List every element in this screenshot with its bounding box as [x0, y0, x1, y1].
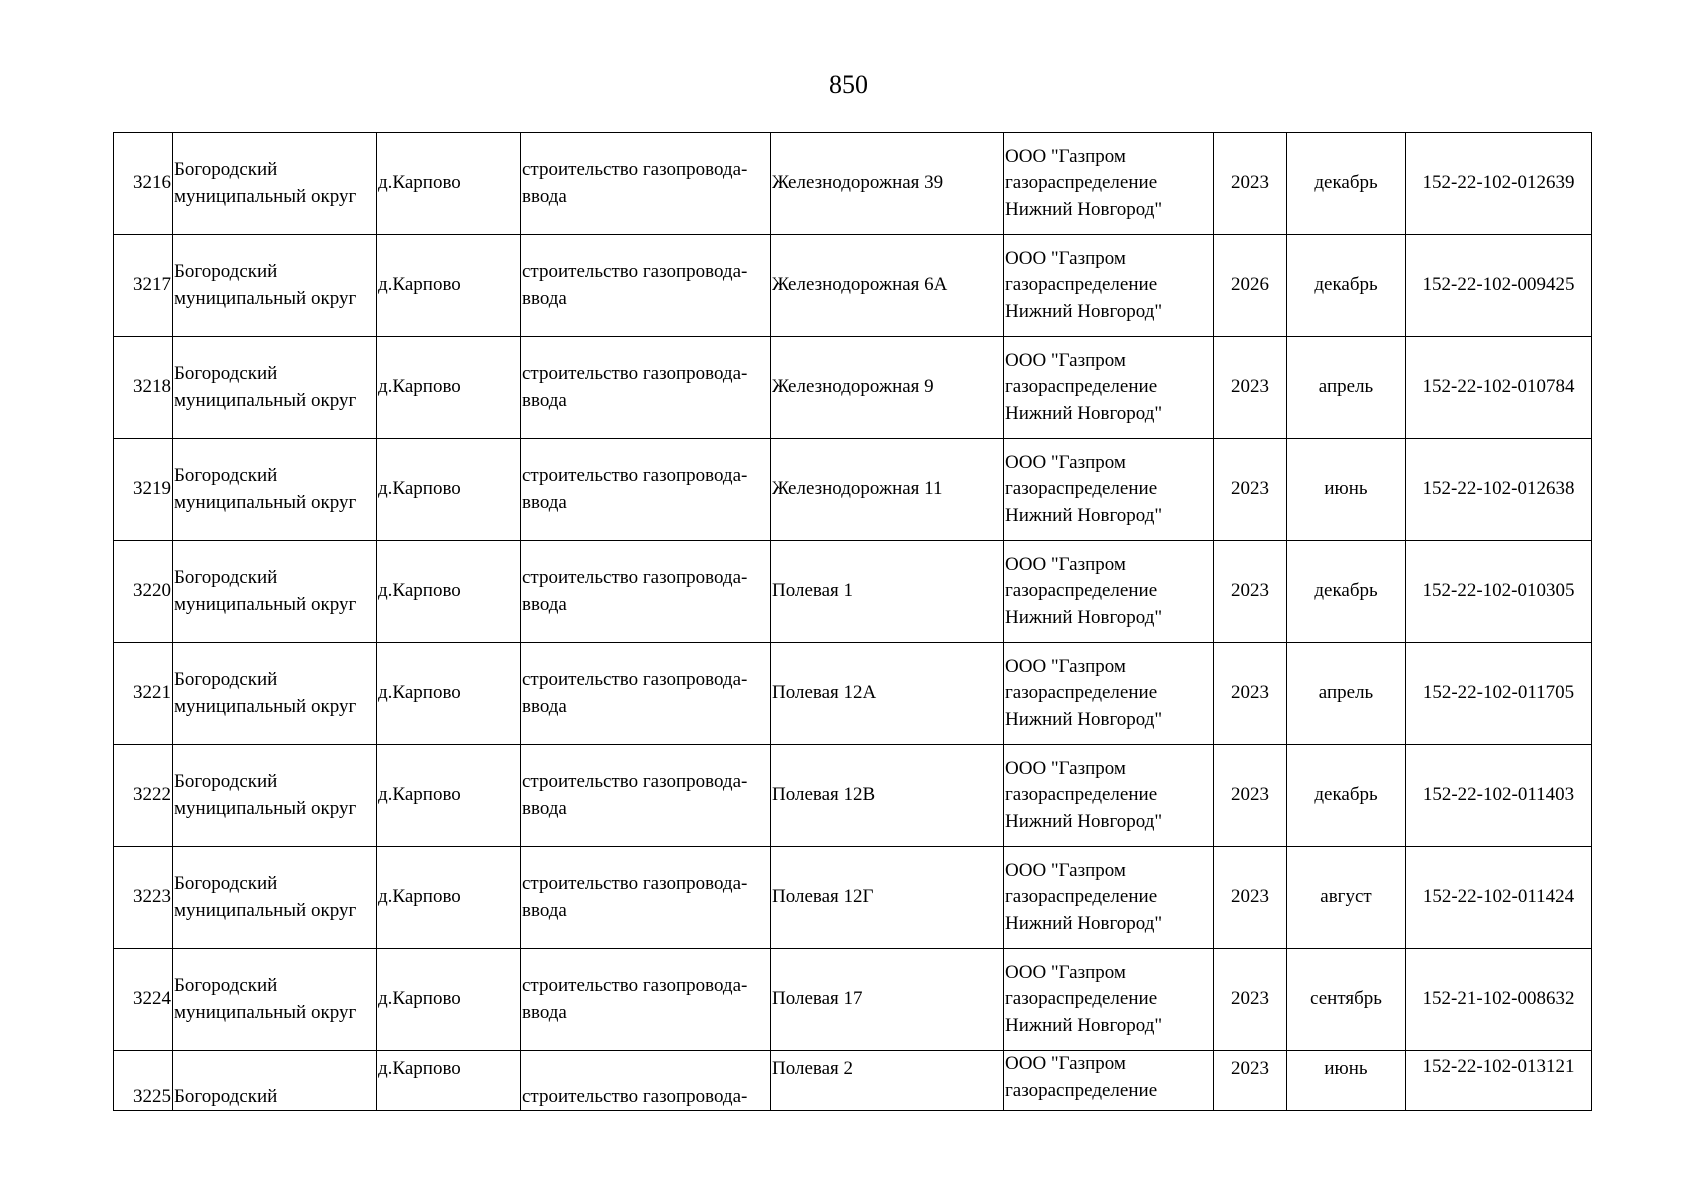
organization-cell-line: ООО "Газпром	[1005, 145, 1126, 167]
work-type-cell	[521, 133, 771, 235]
address-cell: Полевая 17	[771, 949, 1004, 1051]
year-cell: 2023	[1214, 847, 1287, 949]
organization-cell	[1004, 235, 1214, 337]
work-type-cell-line: строительство газопровода-	[522, 1085, 748, 1107]
village-cell: д.Карпово	[377, 1051, 521, 1111]
work-type-cell-line: ввода	[522, 899, 567, 921]
organization-cell-line: ООО "Газпром	[1005, 247, 1126, 269]
district-cell	[173, 133, 377, 235]
work-type-cell	[521, 439, 771, 541]
page-number: 850	[829, 70, 868, 99]
row-number: 3222	[114, 745, 173, 847]
district-cell-line: муниципальный округ	[174, 593, 357, 615]
work-type-cell-line: ввода	[522, 593, 567, 615]
village-cell: д.Карпово	[377, 541, 521, 643]
year-cell: 2023	[1214, 643, 1287, 745]
work-type-cell-line: строительство газопровода-	[522, 363, 748, 384]
year-cell: 2023	[1214, 1051, 1287, 1111]
district-cell-line: муниципальный округ	[174, 185, 357, 207]
code-cell: 152-22-102-010784	[1406, 337, 1592, 439]
work-type-cell-line: строительство газопровода-	[522, 261, 748, 282]
work-type-cell	[521, 337, 771, 439]
month-cell: июнь	[1287, 439, 1406, 541]
district-cell-line: Богородский	[174, 669, 278, 690]
district-cell-line: Богородский	[174, 567, 278, 588]
month-cell: апрель	[1287, 643, 1406, 745]
work-type-cell-line: строительство газопровода-	[522, 669, 748, 690]
organization-cell	[1004, 541, 1214, 643]
row-number: 3224	[114, 949, 173, 1051]
district-cell	[173, 541, 377, 643]
organization-cell	[1004, 337, 1214, 439]
work-type-cell-line: строительство газопровода-	[522, 159, 748, 180]
year-cell: 2023	[1214, 439, 1287, 541]
organization-cell-line: газораспределение	[1005, 274, 1158, 296]
district-cell	[173, 745, 377, 847]
district-cell	[173, 235, 377, 337]
year-cell: 2023	[1214, 337, 1287, 439]
organization-cell	[1004, 133, 1214, 235]
organization-cell-line: Нижний Новгород"	[1005, 402, 1163, 424]
work-type-cell	[521, 847, 771, 949]
work-type-cell-line: ввода	[522, 797, 567, 819]
organization-cell-line: газораспределение	[1005, 172, 1158, 194]
month-cell: декабрь	[1287, 541, 1406, 643]
code-cell: 152-21-102-008632	[1406, 949, 1592, 1051]
district-cell-line: Богородский	[174, 261, 278, 282]
work-type-cell-line: ввода	[522, 491, 567, 513]
work-type-cell-line: строительство газопровода-	[522, 771, 748, 792]
code-cell: 152-22-102-012639	[1406, 133, 1592, 235]
month-cell: июнь	[1287, 1051, 1406, 1111]
district-cell	[173, 847, 377, 949]
district-cell-line: муниципальный округ	[174, 899, 357, 921]
row-number: 3216	[114, 133, 173, 235]
month-cell: декабрь	[1287, 133, 1406, 235]
organization-cell-line: газораспределение	[1005, 682, 1158, 704]
district-cell-line: Богородский	[174, 771, 278, 792]
table-row	[114, 541, 1592, 643]
organization-cell-line: газораспределение	[1005, 1079, 1158, 1101]
district-cell-line: муниципальный округ	[174, 389, 357, 411]
organization-cell-line: ООО "Газпром	[1005, 859, 1126, 881]
organization-cell-line: ООО "Газпром	[1005, 451, 1126, 473]
month-cell: декабрь	[1287, 235, 1406, 337]
row-number: 3220	[114, 541, 173, 643]
district-cell-line: Богородский	[174, 873, 278, 894]
code-cell: 152-22-102-010305	[1406, 541, 1592, 643]
village-cell: д.Карпово	[377, 745, 521, 847]
organization-cell-line: газораспределение	[1005, 886, 1158, 908]
code-cell: 152-22-102-013121	[1406, 1051, 1592, 1111]
month-cell: сентябрь	[1287, 949, 1406, 1051]
district-cell-line: Богородский	[174, 465, 278, 486]
work-type-cell	[521, 541, 771, 643]
month-cell: апрель	[1287, 337, 1406, 439]
gas-pipeline-table	[113, 132, 1592, 1111]
organization-cell-line: ООО "Газпром	[1005, 961, 1126, 983]
organization-cell	[1004, 1051, 1214, 1111]
address-cell: Полевая 12Г	[771, 847, 1004, 949]
work-type-cell-line: строительство газопровода-	[522, 873, 748, 894]
year-cell: 2026	[1214, 235, 1287, 337]
row-number: 3221	[114, 643, 173, 745]
address-cell: Железнодорожная 11	[771, 439, 1004, 541]
district-cell-line: Богородский	[174, 159, 278, 180]
address-cell: Полевая 12В	[771, 745, 1004, 847]
organization-cell-line: газораспределение	[1005, 784, 1158, 806]
address-cell: Полевая 12А	[771, 643, 1004, 745]
table-row	[114, 745, 1592, 847]
organization-cell	[1004, 643, 1214, 745]
organization-cell-line: газораспределение	[1005, 988, 1158, 1010]
village-cell: д.Карпово	[377, 847, 521, 949]
row-number: 3218	[114, 337, 173, 439]
code-cell: 152-22-102-011403	[1406, 745, 1592, 847]
address-cell: Железнодорожная 6А	[771, 235, 1004, 337]
organization-cell-line: Нижний Новгород"	[1005, 708, 1163, 730]
address-cell: Полевая 1	[771, 541, 1004, 643]
district-cell-line: муниципальный округ	[174, 797, 357, 819]
row-number: 3225	[114, 1051, 173, 1111]
district-cell-line: муниципальный округ	[174, 1001, 357, 1023]
district-cell-line: Богородский	[174, 975, 278, 996]
village-cell: д.Карпово	[377, 235, 521, 337]
organization-cell	[1004, 439, 1214, 541]
table-row	[114, 847, 1592, 949]
table-row	[114, 1051, 1592, 1111]
village-cell: д.Карпово	[377, 643, 521, 745]
code-cell: 152-22-102-012638	[1406, 439, 1592, 541]
address-cell: Железнодорожная 39	[771, 133, 1004, 235]
organization-cell	[1004, 847, 1214, 949]
month-cell: декабрь	[1287, 745, 1406, 847]
district-cell-line: Богородский	[174, 363, 278, 384]
work-type-cell	[521, 1051, 771, 1111]
organization-cell-line: газораспределение	[1005, 478, 1158, 500]
work-type-cell	[521, 949, 771, 1051]
district-cell-line: муниципальный округ	[174, 491, 357, 513]
village-cell: д.Карпово	[377, 337, 521, 439]
work-type-cell-line: строительство газопровода-	[522, 465, 748, 486]
month-cell: август	[1287, 847, 1406, 949]
district-cell	[173, 439, 377, 541]
district-cell	[173, 643, 377, 745]
organization-cell-line: ООО "Газпром	[1005, 349, 1126, 371]
village-cell: д.Карпово	[377, 133, 521, 235]
district-cell	[173, 1051, 377, 1111]
row-number: 3219	[114, 439, 173, 541]
address-cell: Железнодорожная 9	[771, 337, 1004, 439]
organization-cell-line: ООО "Газпром	[1005, 553, 1126, 575]
organization-cell-line: ООО "Газпром	[1005, 1053, 1126, 1074]
work-type-cell-line: строительство газопровода-	[522, 567, 748, 588]
work-type-cell	[521, 745, 771, 847]
organization-cell-line: ООО "Газпром	[1005, 757, 1126, 779]
work-type-cell-line: ввода	[522, 1001, 567, 1023]
organization-cell-line: ООО "Газпром	[1005, 655, 1126, 677]
table-row	[114, 439, 1592, 541]
table-body	[114, 133, 1592, 1111]
organization-cell-line: Нижний Новгород"	[1005, 300, 1163, 322]
table-row	[114, 133, 1592, 235]
row-number: 3217	[114, 235, 173, 337]
year-cell: 2023	[1214, 949, 1287, 1051]
organization-cell-line: Нижний Новгород"	[1005, 504, 1163, 526]
district-cell	[173, 949, 377, 1051]
district-cell-line: муниципальный округ	[174, 695, 357, 717]
district-cell-line: муниципальный округ	[174, 287, 357, 309]
work-type-cell-line: ввода	[522, 185, 567, 207]
table-row	[114, 337, 1592, 439]
organization-cell-line: газораспределение	[1005, 580, 1158, 602]
organization-cell-line: газораспределение	[1005, 376, 1158, 398]
organization-cell-line: Нижний Новгород"	[1005, 810, 1163, 832]
organization-cell-line: Нижний Новгород"	[1005, 606, 1163, 628]
village-cell: д.Карпово	[377, 439, 521, 541]
work-type-cell	[521, 235, 771, 337]
year-cell: 2023	[1214, 541, 1287, 643]
work-type-cell	[521, 643, 771, 745]
work-type-cell-line: строительство газопровода-	[522, 975, 748, 996]
table-row	[114, 235, 1592, 337]
row-number: 3223	[114, 847, 173, 949]
year-cell: 2023	[1214, 133, 1287, 235]
code-cell: 152-22-102-011705	[1406, 643, 1592, 745]
organization-cell-line: Нижний Новгород"	[1005, 912, 1163, 934]
village-cell: д.Карпово	[377, 949, 521, 1051]
work-type-cell-line: ввода	[522, 389, 567, 411]
district-cell-line: Богородский	[174, 1085, 278, 1107]
work-type-cell-line: ввода	[522, 695, 567, 717]
code-cell: 152-22-102-011424	[1406, 847, 1592, 949]
organization-cell-line: Нижний Новгород"	[1005, 1014, 1163, 1036]
work-type-cell-line: ввода	[522, 287, 567, 309]
district-cell	[173, 337, 377, 439]
organization-cell-line: Нижний Новгород"	[1005, 198, 1163, 220]
table-row	[114, 949, 1592, 1051]
organization-cell	[1004, 745, 1214, 847]
year-cell: 2023	[1214, 745, 1287, 847]
organization-cell	[1004, 949, 1214, 1051]
code-cell: 152-22-102-009425	[1406, 235, 1592, 337]
address-cell: Полевая 2	[771, 1051, 1004, 1111]
table-row	[114, 643, 1592, 745]
